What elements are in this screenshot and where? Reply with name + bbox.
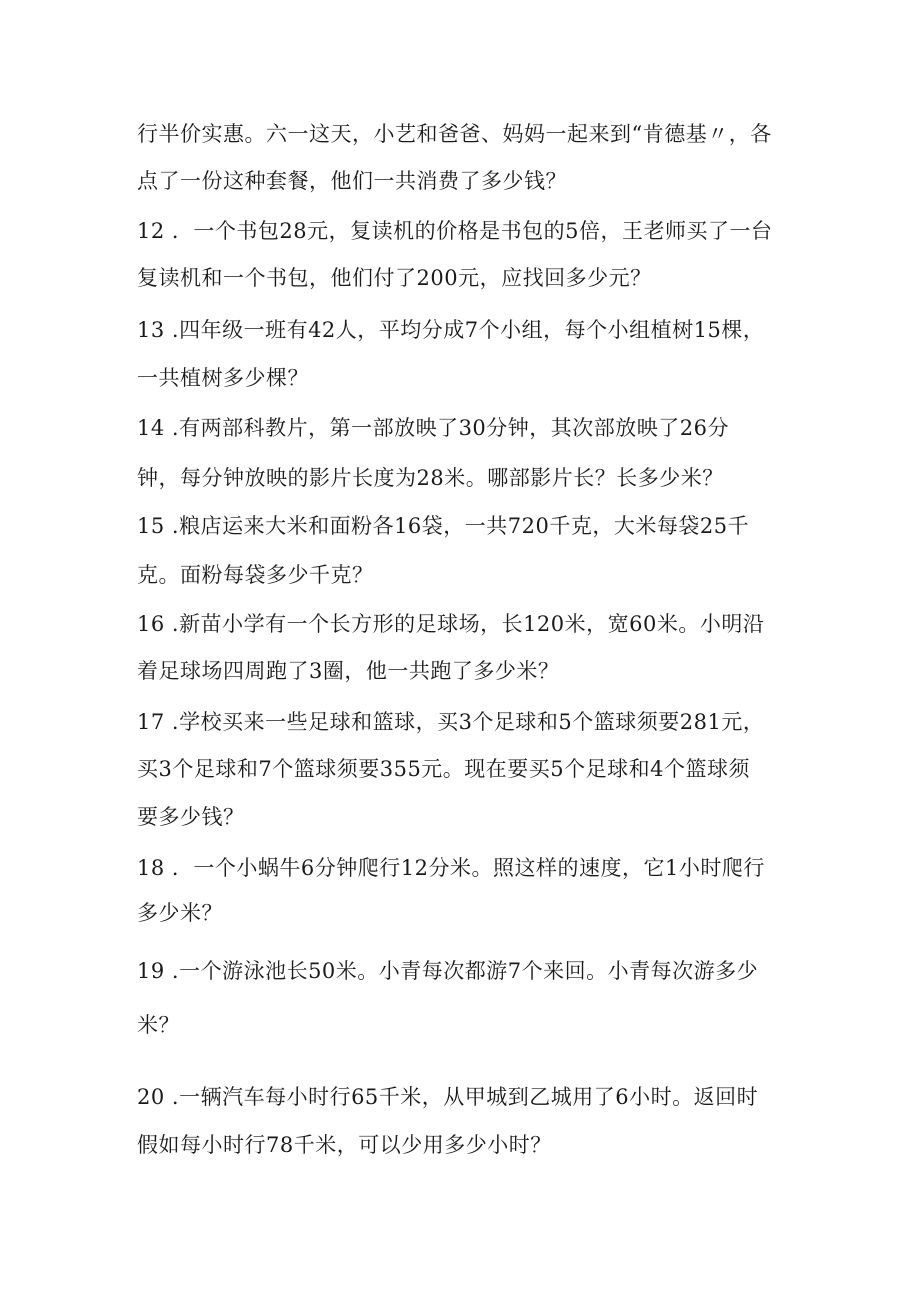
text-line: 钟，每分钟放映的影片长度为28米。哪部影片长？长多少米？ (137, 466, 724, 490)
text-line: 着足球场四周跑了3圈，他一共跑了多少米？ (137, 659, 560, 683)
text-line: 16 .新苗小学有一个长方形的足球场，长120米，宽60米。小明沿 (137, 612, 765, 636)
text-line: 米？ (137, 1013, 180, 1037)
text-line: 多少米？ (137, 901, 223, 925)
text-line: 19 .一个游泳池长50米。小青每次都游7个来回。小青每次游多少 (137, 959, 759, 983)
text-line: 克。面粉每袋多少千克？ (137, 563, 374, 587)
text-line: 要多少钱？ (137, 805, 245, 829)
text-line: 一共植树多少棵？ (137, 366, 309, 390)
text-line: 13 .四年级一班有42人，平均分成7个小组，每个小组植树15棵， (137, 318, 765, 342)
text-line: 17 .学校买来一些足球和篮球，买3个足球和5个篮球须要281元， (137, 710, 765, 734)
text-line: 18 ．一个小蜗牛6分钟爬行12分米。照这样的速度，它1小时爬行 (137, 856, 765, 880)
text-line: 假如每小时行78千米，可以少用多少小时？ (137, 1133, 552, 1157)
text-line: 20 .一辆汽车每小时行65千米，从甲城到乙城用了6小时。返回时 (137, 1085, 759, 1109)
text-line: 15 .粮店运来大米和面粉各16袋，一共720千克，大米每袋25千 (137, 514, 750, 538)
text-line: 行半价实惠。六一这天，小艺和爸爸、妈妈一起来到“肯德基〃，各 (137, 122, 772, 146)
text-line: 点了一份这种套餐，他们一共消费了多少钱？ (137, 169, 567, 193)
text-line: 12 ．一个书包28元，复读机的价格是书包的5倍，王老师买了一台 (137, 219, 773, 243)
text-line: 复读机和一个书包，他们付了200元，应找回多少元？ (137, 266, 652, 290)
text-line: 14 .有两部科教片，第一部放映了30分钟，其次部放映了26分 (137, 416, 730, 440)
text-line: 买3个足球和7个篮球须要355元。现在要买5个足球和4个篮球须 (137, 757, 751, 781)
